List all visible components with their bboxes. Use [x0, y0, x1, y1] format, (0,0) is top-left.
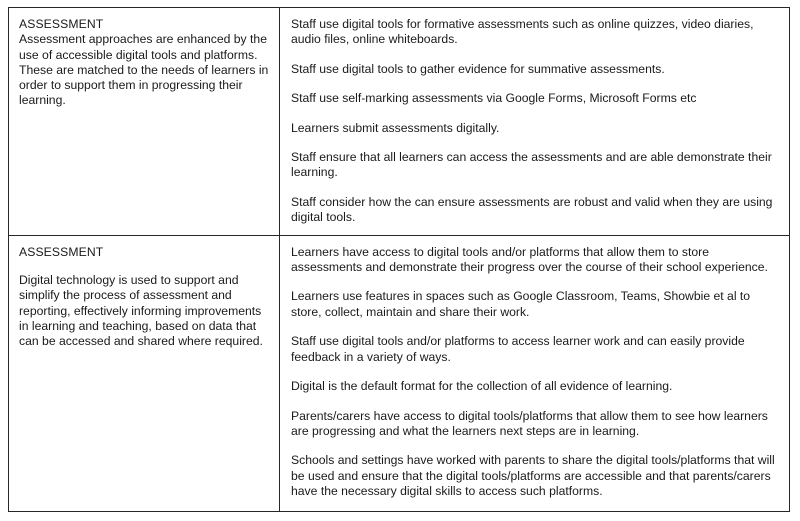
list-item: Staff use self-marking assessments via Google Forms, Microsoft Forms etc: [291, 91, 697, 106]
list-item: Parents/carers have access to digital tools/platforms that allow them to see how learners are progressing and what the learners next steps are in learning.: [291, 408, 768, 438]
statement-body: Digital technology is used to support and simplify the process of assessment and reporting, effectively informing improvements in learning and teaching, based on data that can be accessed and shared where required.: [19, 272, 263, 349]
statement-heading: ASSESSMENT: [19, 17, 104, 31]
assessment-framework-table: [8, 7, 790, 512]
list-item: Staff ensure that all learners can access the assessments and are able demonstrate their learning.: [291, 150, 772, 180]
list-item: Staff use digital tools to gather evidence for summative assessments.: [291, 61, 665, 76]
practice-cell-content: [280, 236, 789, 511]
list-item: Learners have access to digital tools and/or platforms that allow them to store assessments and demonstrate their progress over the course of their school experience.: [291, 244, 768, 275]
list-item: Digital is the default format for the collection of all evidence of learning.: [291, 379, 673, 394]
list-item: Schools and settings have worked with parents to share the digital tools/platforms that will be used and ensure that the digital tools/platforms are accessible and that parents/carers have the necessary digital skills to access such platforms.: [291, 453, 775, 499]
practice-list: [291, 17, 777, 226]
list-item: Learners submit assessments digitally.: [291, 120, 500, 135]
list-item: Staff use digital tools and/or platforms to access learner work and can easily provide feedback in a variety of ways.: [291, 334, 745, 364]
list-item: Staff use digital tools for formative assessments such as online quizzes, video diaries, audio files, online whiteboards.: [291, 17, 754, 47]
practice-list: [291, 245, 777, 500]
statement-cell-content: [9, 236, 279, 511]
practice-cell: [280, 8, 790, 236]
statement-cell: [9, 8, 280, 236]
practice-cell: [280, 235, 790, 511]
statement-cell: [9, 235, 280, 511]
statement-body: Assessment approaches are enhanced by the use of accessible digital tools and platforms. These are matched to the needs of learners in order to support them in progressing their learning.: [19, 32, 269, 108]
practice-cell-content: [280, 8, 789, 235]
table-body: [9, 8, 790, 512]
list-item: Learners use features in spaces such as Google Classroom, Teams, Showbie et al to store, collect, maintain and share their work.: [291, 289, 751, 319]
table-row: [9, 235, 790, 511]
table-row: [9, 8, 790, 236]
statement-heading: ASSESSMENT: [19, 244, 104, 259]
list-item: Staff consider how the can ensure assessments are robust and valid when they are using digital tools.: [291, 194, 773, 225]
statement-cell-content: [9, 8, 279, 200]
